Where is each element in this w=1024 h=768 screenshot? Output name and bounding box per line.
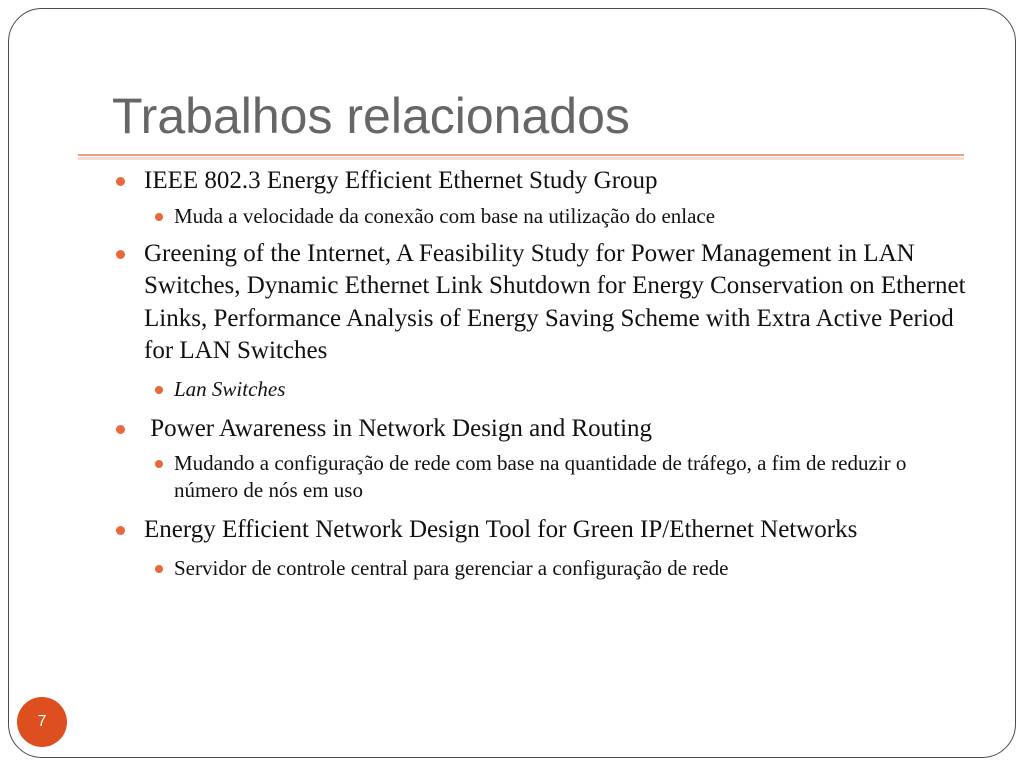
bullet-dot-icon [116,250,125,259]
bullet-text: IEEE 802.3 Energy Efficient Ethernet Study Group [144,167,658,194]
title-divider [78,154,964,156]
bullet-dot-icon [155,386,163,394]
sub-bullet-item [112,555,972,582]
title-divider-shadow [78,157,964,160]
page-number-badge: 7 [17,697,67,747]
sub-bullet-text: Servidor de controle central para gerenciar a configuração de rede [174,555,729,580]
bullet-text: Power Awareness in Network Design and Routing [144,414,653,442]
bullet-item [112,165,972,198]
bullet-item [112,413,972,446]
bullet-item [112,238,972,368]
bullet-item [112,514,972,547]
sub-bullet-item [112,203,972,230]
bullet-dot-icon [116,526,125,535]
bullet-text: Energy Efficient Network Design Tool for Green IP/Ethernet Networks [144,516,858,543]
slide-title: Trabalhos relacionados [112,88,630,144]
sub-bullet-text: Muda a velocidade da conexão com base na utilização do enlace [174,203,716,228]
sub-bullet-text: Lan Switches [174,376,286,401]
bullet-dot-icon [116,425,125,434]
sub-bullet-text: Mudando a configuração de rede com base na quantidade de tráfego, a fim de reduzir o número de nós em uso [174,451,907,502]
bullet-text: Greening of the Internet, A Feasibility Study for Power Management in LAN Switches, Dynamic Ethernet Link Shutdown for Energy Conservation on Ethernet Links, Performance Analysis of Energy Saving Scheme with Extra Active Period for LAN Switches [144,239,966,364]
slide-content [112,165,972,582]
sub-bullet-item [112,450,972,504]
bullet-dot-icon [155,213,163,221]
bullet-dot-icon [155,565,163,573]
sub-bullet-item [112,376,972,403]
bullet-dot-icon [155,460,163,468]
bullet-dot-icon [116,177,125,186]
